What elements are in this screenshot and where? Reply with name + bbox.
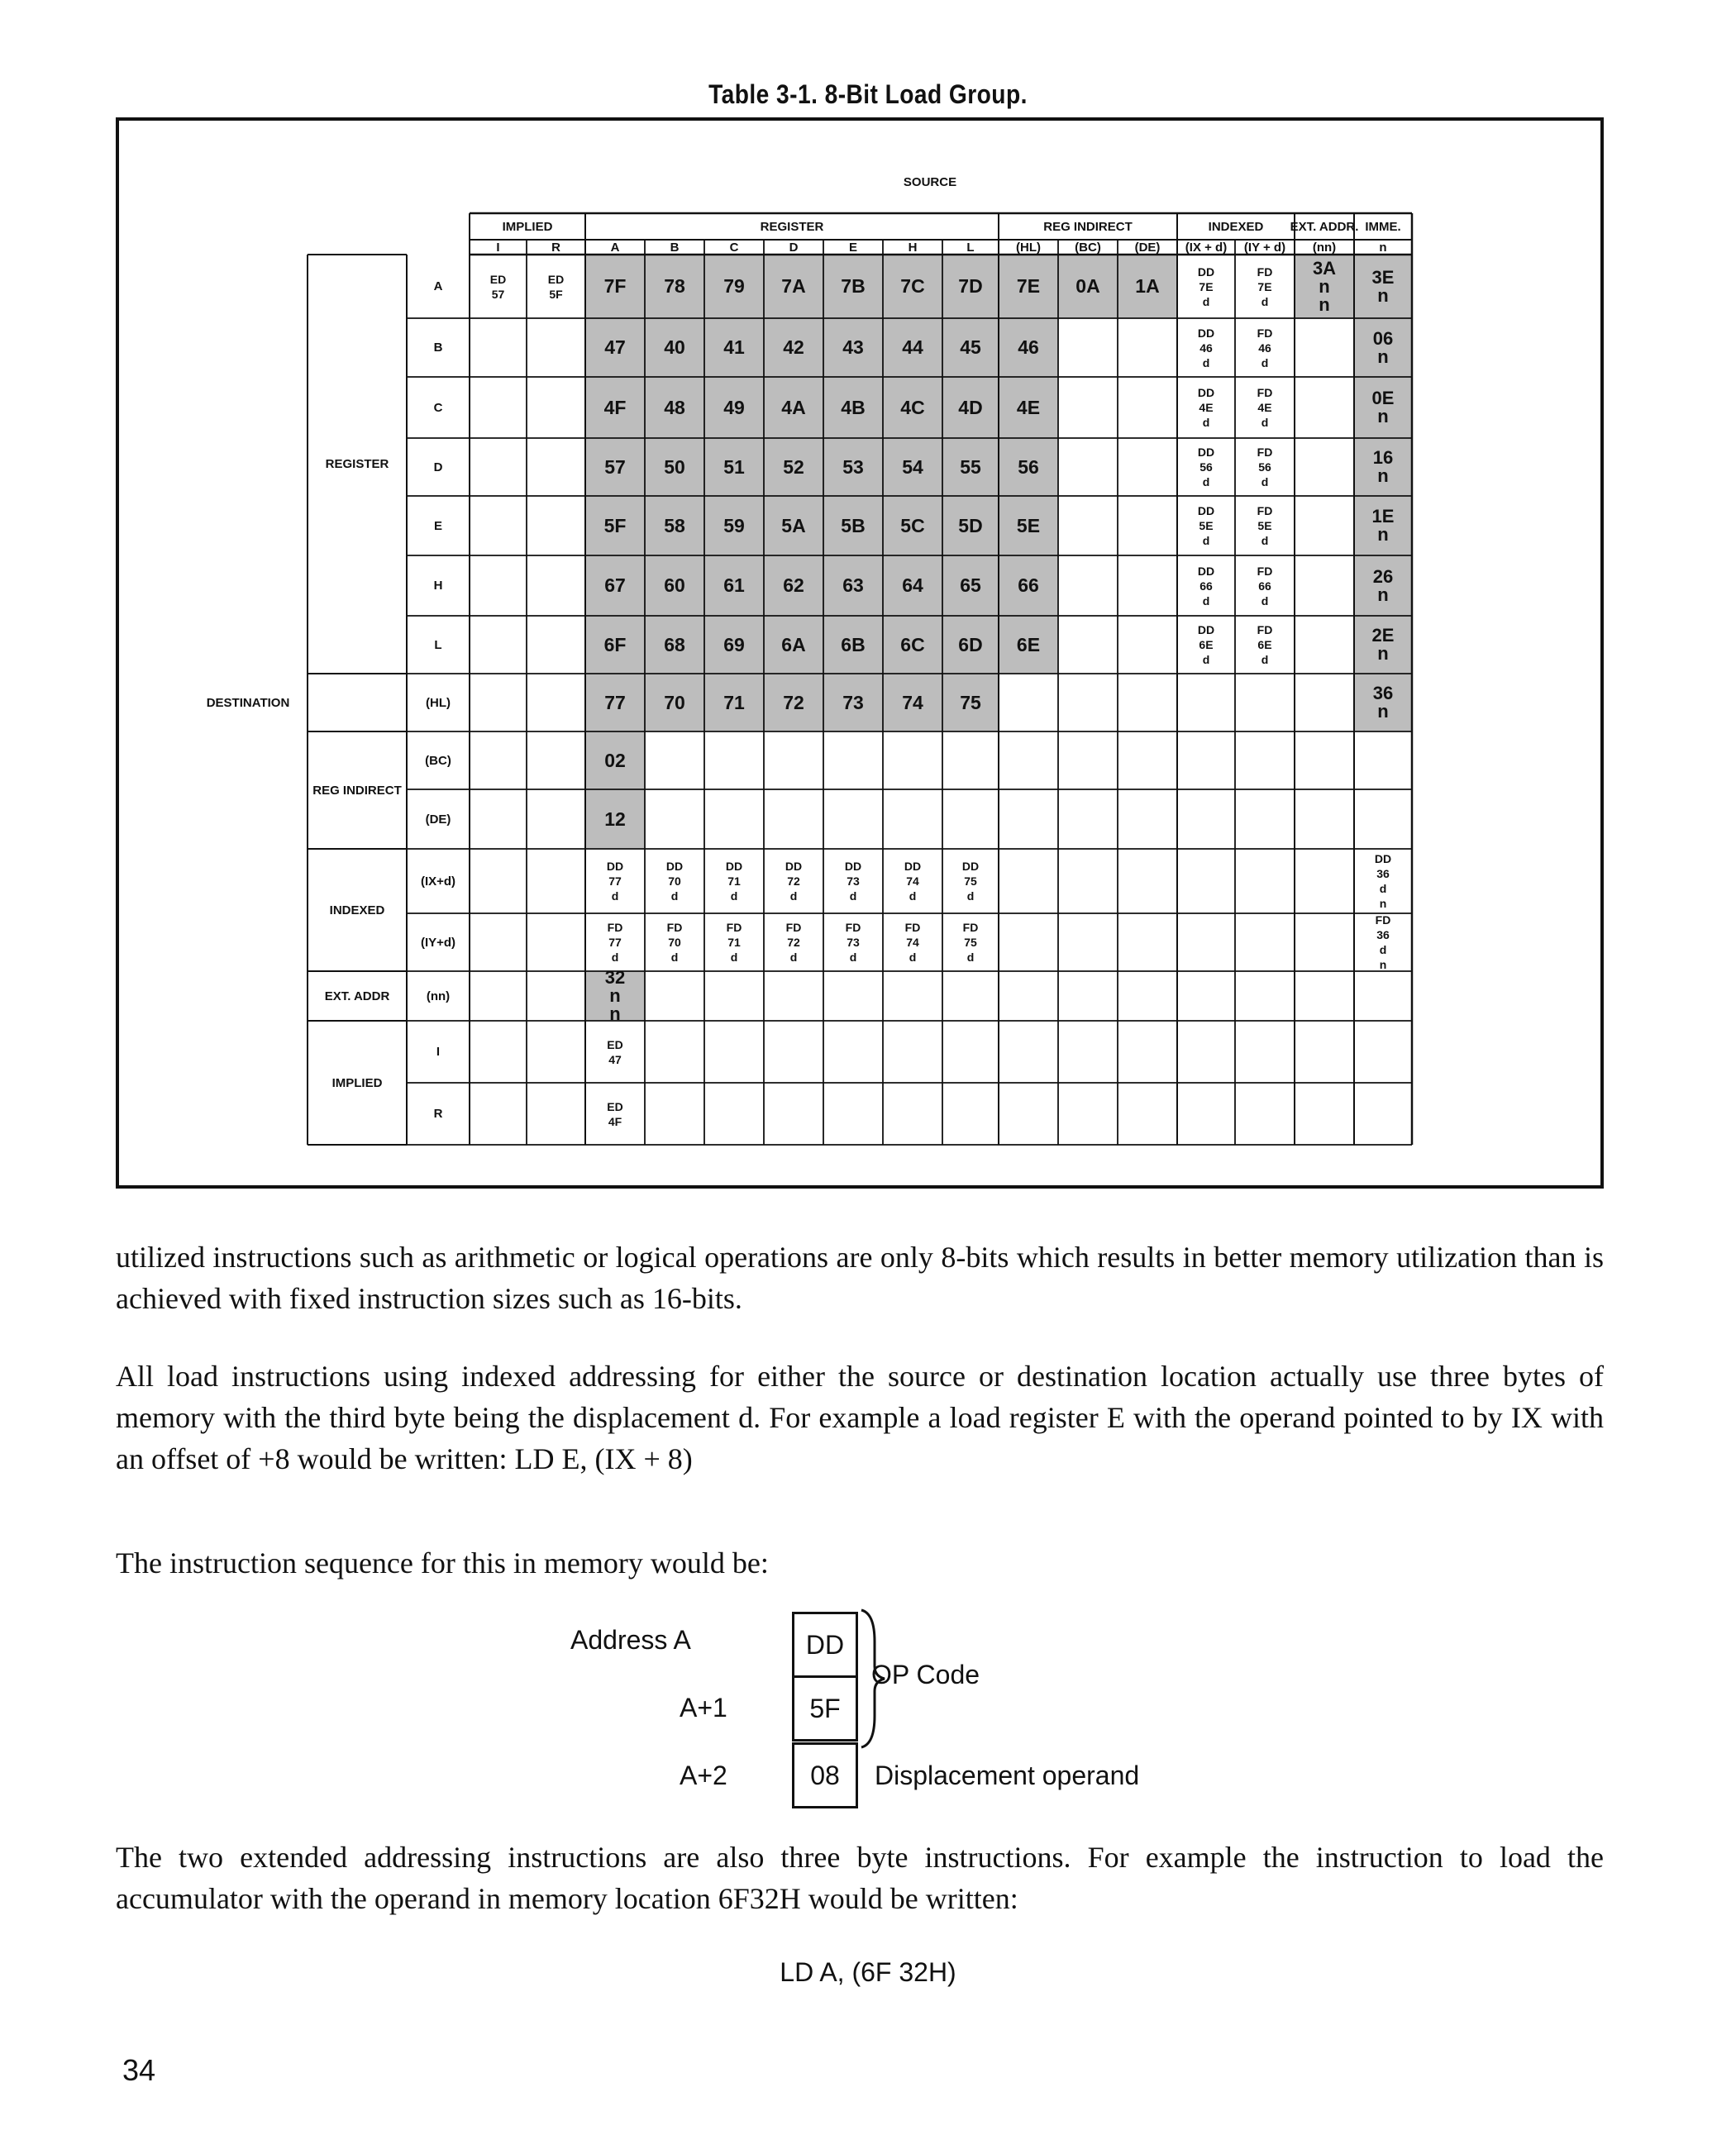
opcode-cell: 3E n — [1371, 266, 1395, 306]
sequence-byte-0: DD — [792, 1612, 858, 1678]
opcode-cell: ED 47 — [607, 1037, 623, 1066]
page-number: 34 — [122, 2053, 156, 2087]
opcode-cell: 5F — [603, 514, 627, 536]
opcode-cell: 46 — [1018, 336, 1039, 358]
sequence-address-2: A+2 — [680, 1761, 727, 1790]
opcode-cell: 5B — [841, 514, 866, 536]
opcode-cell: 55 — [960, 455, 981, 478]
opcode-cell: 54 — [902, 455, 923, 478]
opcode-cell: 1E n — [1371, 506, 1395, 545]
opcode-cell: 12 — [604, 808, 626, 830]
opcode-cell: DD 72 d — [785, 860, 803, 903]
opcode-cell: 7E — [1016, 275, 1041, 297]
opcode-cell: 4C — [900, 396, 925, 418]
opcode-cell: 65 — [960, 574, 981, 596]
opcode-cell: FD 5E d — [1257, 504, 1273, 547]
opcode-cell: 66 — [1018, 574, 1039, 596]
opcode-cell: 4D — [958, 396, 983, 418]
paragraph-2: All load instructions using indexed addressing for either the source or destination location actually use three bytes of memory with the third byte being the displacement d. For example a load register E with the operand pointed to by IX with an offset of +8 would be written: LD E, (IX + 8) — [116, 1360, 1604, 1475]
column-header-6: E — [848, 240, 857, 255]
opcode-cell: 60 — [664, 574, 685, 596]
opcode-cell: DD 6E d — [1197, 623, 1215, 666]
opcode-cell: 4F — [603, 396, 627, 418]
opcode-cell: FD 77 d — [607, 921, 623, 964]
opcode-cell: 57 — [604, 455, 626, 478]
opcode-cell: 1A — [1135, 275, 1160, 297]
opcode-cell: 59 — [723, 514, 745, 536]
opcode-cell: 63 — [842, 574, 864, 596]
opcode-cell: FD 46 d — [1257, 326, 1273, 369]
opcode-cell: DD 73 d — [844, 860, 862, 903]
column-header-15: n — [1379, 240, 1387, 255]
opcode-cell: ED 57 — [489, 272, 507, 301]
row-label-1: B — [433, 341, 443, 355]
source-group-2: REG INDIRECT — [1043, 219, 1133, 234]
row-label-10: (IX+d) — [420, 874, 456, 889]
source-group-3: INDEXED — [1208, 219, 1264, 234]
opcode-cell: FD 36 d n — [1375, 913, 1391, 971]
column-header-9: (HL) — [1016, 240, 1041, 255]
opcode-cell: FD 73 d — [845, 921, 861, 964]
opcode-cell: 6F — [603, 633, 627, 655]
opcode-cell: 32 n n — [604, 967, 626, 1024]
row-label-2: C — [433, 400, 443, 415]
opcode-cell: 7B — [841, 275, 866, 297]
sequence-byte-2: 08 — [792, 1742, 858, 1808]
row-label-11: (IY+d) — [420, 935, 456, 950]
row-label-12: (nn) — [426, 989, 451, 1003]
opcode-cell: 67 — [604, 574, 626, 596]
opcode-cell: 51 — [723, 455, 745, 478]
destination-label: DESTINATION — [206, 695, 290, 710]
opcode-cell: 36 n — [1372, 683, 1394, 722]
opcode-cell: 47 — [604, 336, 626, 358]
column-header-10: (BC) — [1075, 240, 1101, 255]
opcode-cell: 4A — [781, 396, 806, 418]
opcode-cell: 26 n — [1372, 565, 1394, 605]
row-label-4: E — [433, 518, 442, 533]
displacement-label: Displacement operand — [875, 1761, 1140, 1790]
opcode-cell: 73 — [842, 691, 864, 713]
row-group-label-2: REG INDIRECT — [312, 783, 402, 798]
opcode-cell: FD 75 d — [962, 921, 979, 964]
opcode-cell: DD 70 d — [665, 860, 684, 903]
opcode-cell: DD 71 d — [725, 860, 743, 903]
opcode-cell: 42 — [783, 336, 804, 358]
row-group-label-5: IMPLIED — [331, 1075, 383, 1090]
opcode-cell: DD 46 d — [1197, 326, 1215, 369]
source-group-4: EXT. ADDR. — [1290, 219, 1359, 234]
opcode-cell: 61 — [723, 574, 745, 596]
opcode-cell: FD 74 d — [904, 921, 921, 964]
column-header-11: (DE) — [1134, 240, 1161, 255]
opcode-cell: FD 4E d — [1257, 386, 1273, 429]
source-group-0: IMPLIED — [502, 219, 553, 234]
opcode-cell: 70 — [664, 691, 685, 713]
opcode-cell: 45 — [960, 336, 981, 358]
opcode-cell: 68 — [664, 633, 685, 655]
row-group-label-3: INDEXED — [329, 903, 385, 917]
source-group-5: IMME. — [1365, 219, 1401, 234]
opcode-cell: 5E — [1016, 514, 1041, 536]
column-header-4: C — [729, 240, 739, 255]
opcode-cell: FD 72 d — [785, 921, 802, 964]
row-label-3: D — [433, 460, 443, 474]
row-label-14: R — [433, 1107, 443, 1121]
opcode-cell: 44 — [902, 336, 923, 358]
opcode-cell: 50 — [664, 455, 685, 478]
row-label-0: A — [433, 279, 443, 293]
opcode-cell: 4E — [1016, 396, 1041, 418]
opcode-cell: 52 — [783, 455, 804, 478]
op-code-label: OP Code — [871, 1660, 980, 1689]
opcode-cell: 5A — [781, 514, 806, 536]
opcode-cell: 71 — [723, 691, 745, 713]
opcode-cell: DD 74 d — [904, 860, 922, 903]
opcode-cell: 53 — [842, 455, 864, 478]
opcode-cell: 2E n — [1371, 625, 1395, 664]
sequence-address-1: A+1 — [680, 1693, 727, 1723]
opcode-cell: 72 — [783, 691, 804, 713]
opcode-cell: 7A — [781, 275, 806, 297]
column-header-1: R — [551, 240, 560, 255]
opcode-cell: 48 — [664, 396, 685, 418]
opcode-cell: 0A — [1075, 275, 1100, 297]
formula: LD A, (6F 32H) — [780, 1957, 956, 1987]
opcode-cell: DD 75 d — [961, 860, 980, 903]
column-header-7: H — [908, 240, 918, 255]
opcode-cell: 6A — [781, 633, 806, 655]
paragraph-3: The instruction sequence for this in memory would be: — [116, 1546, 769, 1580]
opcode-cell: 16 n — [1372, 447, 1394, 486]
opcode-cell: ED 5F — [547, 272, 565, 301]
opcode-cell: 4B — [841, 396, 866, 418]
row-label-13: I — [436, 1045, 441, 1059]
opcode-cell: 6B — [841, 633, 866, 655]
opcode-cell: FD 66 d — [1257, 564, 1273, 608]
opcode-cell: FD 7E d — [1257, 264, 1273, 308]
row-group-label-0: REGISTER — [325, 457, 389, 471]
opcode-cell: 74 — [902, 691, 923, 713]
opcode-cell: 58 — [664, 514, 685, 536]
opcode-cell: 79 — [723, 275, 745, 297]
opcode-cell: FD 71 d — [726, 921, 742, 964]
paragraph-1: utilized instructions such as arithmetic or logical operations are only 8-bits which results in better memory utilization than is achieved with fixed instruction sizes such as 16-bits. — [116, 1241, 1604, 1315]
opcode-cell: DD 4E d — [1197, 386, 1215, 429]
row-label-9: (DE) — [425, 812, 451, 827]
source-group-1: REGISTER — [760, 219, 824, 234]
row-label-7: (HL) — [426, 695, 451, 710]
opcode-cell: FD 70 d — [666, 921, 683, 964]
paragraph-4: The two extended addressing instructions are also three byte instructions. For example the instruction to load the accumulator with the operand in memory location 6F32H would be written: — [116, 1841, 1604, 1915]
opcode-cell: 43 — [842, 336, 864, 358]
opcode-cell: 75 — [960, 691, 981, 713]
row-label-5: H — [433, 579, 443, 593]
opcode-cell: 7D — [958, 275, 983, 297]
opcode-cell: FD 6E d — [1257, 623, 1273, 666]
opcode-cell: 5D — [958, 514, 983, 536]
opcode-cell: 78 — [664, 275, 685, 297]
opcode-cell: 40 — [664, 336, 685, 358]
opcode-cell: 06 n — [1372, 327, 1394, 367]
opcode-cell: DD 5E d — [1197, 504, 1215, 547]
opcode-cell: 62 — [783, 574, 804, 596]
opcode-cell: 56 — [1018, 455, 1039, 478]
opcode-cell: 6E — [1016, 633, 1041, 655]
column-header-5: D — [789, 240, 799, 255]
opcode-cell: 3A n n — [1312, 257, 1337, 315]
opcode-cell: DD 36 d n — [1374, 852, 1392, 910]
opcode-cell: DD 66 d — [1197, 564, 1215, 608]
column-header-2: A — [610, 240, 620, 255]
opcode-cell: 77 — [604, 691, 626, 713]
column-header-0: I — [496, 240, 500, 255]
opcode-cell: 5C — [900, 514, 925, 536]
sequence-byte-1: 5F — [792, 1675, 858, 1742]
row-group-label-4: EXT. ADDR — [324, 989, 390, 1003]
opcode-cell: 41 — [723, 336, 745, 358]
opcode-cell: 6D — [958, 633, 983, 655]
opcode-cell: FD 56 d — [1257, 446, 1273, 488]
column-header-14: (nn) — [1312, 240, 1337, 255]
row-label-8: (BC) — [425, 753, 451, 768]
opcode-cell: DD 56 d — [1197, 446, 1215, 488]
opcode-cell: 02 — [604, 749, 626, 771]
opcode-cell: ED 4F — [607, 1099, 623, 1128]
column-header-3: B — [670, 240, 680, 255]
page-title: Table 3-1. 8-Bit Load Group. — [708, 79, 1028, 109]
column-header-12: (IX + d) — [1185, 240, 1228, 255]
opcode-cell: 64 — [902, 574, 923, 596]
source-label: SOURCE — [903, 175, 957, 189]
opcode-cell: 7F — [603, 275, 627, 297]
column-header-13: (IY + d) — [1243, 240, 1286, 255]
sequence-address-0: Address A — [570, 1625, 691, 1655]
opcode-cell: 7C — [900, 275, 925, 297]
row-label-6: L — [434, 637, 442, 652]
opcode-cell: 49 — [723, 396, 745, 418]
opcode-cell: 69 — [723, 633, 745, 655]
opcode-cell: DD 77 d — [606, 860, 624, 903]
opcode-cell: DD 7E d — [1197, 264, 1215, 308]
opcode-cell: 0E n — [1371, 388, 1395, 426]
opcode-cell: 6C — [900, 633, 925, 655]
column-header-8: L — [966, 240, 975, 255]
